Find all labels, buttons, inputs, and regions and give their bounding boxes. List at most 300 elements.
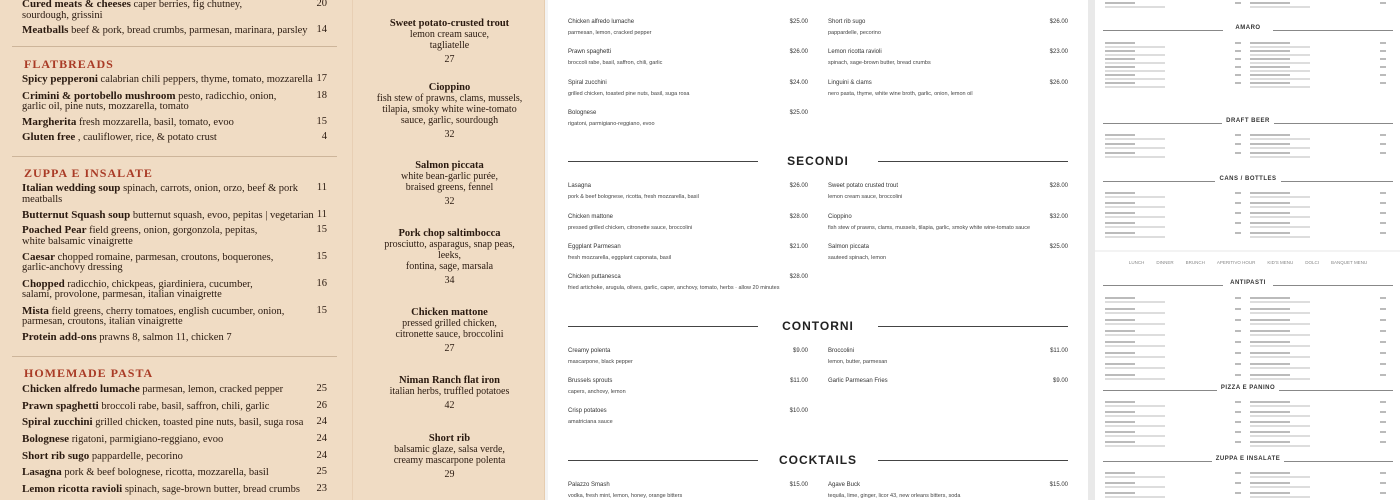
item-name: Broccolini <box>828 348 855 354</box>
placeholder-text-line <box>1105 476 1165 478</box>
placeholder-text-line <box>1250 341 1290 343</box>
placeholder-text-line <box>1235 297 1241 299</box>
placeholder-text-line <box>1380 421 1386 423</box>
menu-item <box>22 262 327 274</box>
placeholder-text-line <box>1105 42 1135 44</box>
item-description: capers, anchovy, lemon <box>568 389 626 395</box>
placeholder-text-line <box>1250 78 1310 80</box>
item-description-line: leeks, <box>437 250 462 261</box>
item-price: $25.00 <box>789 19 808 25</box>
item-description: meatballs <box>22 194 63 205</box>
section-title <box>1103 280 1393 286</box>
section-title <box>568 319 1068 333</box>
item-description: caper berries, fig chutney, <box>133 0 243 10</box>
placeholder-text-line <box>1105 192 1135 194</box>
placeholder-text-line <box>1250 202 1290 204</box>
placeholder-text-line <box>1235 441 1241 443</box>
item-name: Spiral zucchini <box>568 80 607 86</box>
item-description-line: lemon cream sauce, <box>409 29 490 40</box>
item-description-line: creamy mascarpone polenta <box>393 455 506 466</box>
item-name: Agave Buck <box>828 482 861 488</box>
placeholder-text-line <box>1250 405 1310 407</box>
placeholder-text-line <box>1235 222 1241 224</box>
item-name: Poached Pear <box>22 224 87 236</box>
menu-item-name <box>568 243 808 251</box>
placeholder-text-line <box>1250 378 1310 380</box>
item-description: mascarpone, black pepper <box>568 359 633 365</box>
placeholder-text-line <box>1105 472 1135 474</box>
menu-item <box>22 483 327 496</box>
item-price: $25.00 <box>1049 244 1068 250</box>
section-title <box>568 154 1068 168</box>
item-price: 24 <box>316 433 327 444</box>
item-price: 24 <box>316 450 327 461</box>
menu-item-name <box>568 213 808 221</box>
item-price: $24.00 <box>789 80 808 86</box>
menu-item <box>353 307 545 354</box>
item-name: Chicken puttanesca <box>568 274 621 280</box>
menu-item <box>22 73 327 86</box>
placeholder-text-line <box>1235 363 1241 365</box>
nav-link[interactable]: BANQUET MENU <box>1331 260 1368 265</box>
item-name: Cioppino <box>828 214 852 220</box>
item-name: Bolognese <box>568 110 597 116</box>
item-price: 18 <box>316 90 327 101</box>
item-description: parmesan, lemon, cracked pepper <box>568 30 652 36</box>
placeholder-text-line <box>1380 374 1386 376</box>
placeholder-text-line <box>1250 232 1290 234</box>
section-title-text: DRAFT BEER <box>1222 118 1274 124</box>
menu-item-name <box>828 48 1068 56</box>
item-description: grilled chicken, toasted pine nuts, basil, suga rosa <box>95 417 304 428</box>
placeholder-text-line <box>1235 374 1241 376</box>
placeholder-text-line <box>1235 319 1241 321</box>
menu-item-name <box>568 48 808 56</box>
placeholder-text-line <box>1250 319 1290 321</box>
category-nav <box>1103 258 1393 268</box>
item-price: 17 <box>316 73 327 84</box>
menu-item <box>22 101 327 113</box>
placeholder-text-line <box>1105 212 1135 214</box>
placeholder-text-line <box>1105 216 1165 218</box>
placeholder-text-line <box>1105 143 1135 145</box>
item-price: $26.00 <box>789 49 808 55</box>
placeholder-text-line <box>1105 222 1135 224</box>
placeholder-text-line <box>1105 138 1165 140</box>
placeholder-text-line <box>1380 308 1386 310</box>
divider <box>12 46 337 47</box>
placeholder-text-line <box>1105 411 1135 413</box>
placeholder-text-line <box>1105 196 1165 198</box>
item-name: Short rib <box>428 433 471 444</box>
item-description: fresh mozzarella, basil, tomato, evoo <box>79 117 234 128</box>
item-description: pork & beef bolognese, ricotta, mozzarella, basil <box>64 467 269 478</box>
placeholder-text-line <box>1105 367 1165 369</box>
placeholder-text-line <box>1250 330 1290 332</box>
item-description: sauteed spinach, lemon <box>828 255 887 261</box>
item-name: Lemon ricotta ravioli <box>22 483 123 495</box>
placeholder-text-line <box>1250 312 1310 314</box>
item-name: Salmon piccata <box>415 160 484 171</box>
placeholder-text-line <box>1105 147 1165 149</box>
placeholder-text-line <box>1250 482 1290 484</box>
item-description: parmesan, croutons, italian vinaigrette <box>22 316 183 327</box>
item-price: 42 <box>444 400 455 411</box>
placeholder-text-line <box>1105 323 1165 325</box>
section-title-text: CANS / BOTTLES <box>1215 176 1280 182</box>
item-description: rigatoni, parmigiano-reggiano, evoo <box>71 434 224 445</box>
item-description: pork & beef bolognese, ricotta, fresh mozzarella, basil <box>568 194 699 200</box>
zuppa-insalate-header <box>1103 456 1393 466</box>
placeholder-text-line <box>1380 401 1386 403</box>
placeholder-text-line <box>1380 42 1386 44</box>
placeholder-text-line <box>1380 143 1386 145</box>
item-name: Chicken alfredo lumache <box>22 383 140 395</box>
item-name: Mista <box>22 305 49 317</box>
draft-beer-header <box>1103 118 1393 128</box>
placeholder-text-line <box>1250 62 1310 64</box>
item-description: spinach, carrots, onion, orzo, beef & pork <box>123 183 299 194</box>
item-price: 15 <box>316 251 327 262</box>
item-price: $28.00 <box>789 274 808 280</box>
item-description: garlic-anchovy dressing <box>22 262 123 273</box>
placeholder-text-line <box>1380 66 1386 68</box>
placeholder-text-line <box>1235 58 1241 60</box>
section-title-text: PIZZA E PANINO <box>1217 385 1279 391</box>
placeholder-text-line <box>1250 46 1310 48</box>
placeholder-text-line <box>1105 206 1165 208</box>
menu-item-name <box>828 213 1068 221</box>
placeholder-text-line <box>1105 319 1135 321</box>
placeholder-text-line <box>1250 70 1310 72</box>
nav-link[interactable]: KID'S MENU <box>1267 260 1294 265</box>
item-price: $15.00 <box>1049 482 1068 488</box>
item-description-line: tagliatelle <box>429 40 470 51</box>
placeholder-text-line <box>1105 482 1135 484</box>
placeholder-text-line <box>1250 74 1290 76</box>
placeholder-text-line <box>1105 345 1165 347</box>
item-price: 34 <box>444 275 455 286</box>
item-name: Lemon ricotta ravioli <box>828 49 882 55</box>
placeholder-text-line <box>1380 82 1386 84</box>
placeholder-text-line <box>1105 415 1165 417</box>
item-description: fresh mozzarella, eggplant caponata, basil <box>568 255 672 261</box>
nav-link[interactable]: LUNCH <box>1128 260 1145 265</box>
placeholder-text-line <box>1235 341 1241 343</box>
placeholder-text-line <box>1250 192 1290 194</box>
placeholder-text-line <box>1250 496 1310 498</box>
item-description: field greens, cherry tomatoes, english cucumber, onion, <box>51 306 285 317</box>
item-description: amatriciana sauce <box>568 419 613 425</box>
menu-item <box>353 18 545 65</box>
menu-item-name <box>828 79 1068 87</box>
item-price: $9.00 <box>1052 378 1068 384</box>
placeholder-text-line <box>1380 58 1386 60</box>
placeholder-text-line <box>1250 297 1290 299</box>
menu-item <box>353 375 545 411</box>
printed-menu-right-column <box>352 0 545 500</box>
item-name: Caesar <box>22 251 55 263</box>
menu-item <box>22 209 327 222</box>
placeholder-text-line <box>1105 58 1135 60</box>
section-title-text: AMARO <box>1231 25 1264 31</box>
placeholder-text-line <box>1235 202 1241 204</box>
section-title-text: ANTIPASTI <box>1226 280 1270 286</box>
menu-item <box>353 82 545 140</box>
placeholder-text-line <box>1105 308 1135 310</box>
menu-item-name <box>828 18 1068 26</box>
secondi-header <box>568 154 1068 168</box>
placeholder-text-line <box>1250 54 1310 56</box>
section-title: ZUPPA E INSALATE <box>24 166 153 180</box>
placeholder-text-line <box>1250 147 1310 149</box>
item-price: $28.00 <box>1049 183 1068 189</box>
placeholder-text-line <box>1235 482 1241 484</box>
item-price: $21.00 <box>789 244 808 250</box>
placeholder-text-line <box>1105 54 1165 56</box>
placeholder-text-line <box>1105 6 1165 8</box>
divider <box>12 356 337 357</box>
placeholder-text-line <box>1380 192 1386 194</box>
menu-item <box>22 131 327 144</box>
placeholder-text-line <box>1250 425 1310 427</box>
item-description: fish stew of prawns, clams, mussels, tilapia, garlic, smoky white wine-tomato sauce <box>828 225 1031 231</box>
item-price: 14 <box>316 24 327 35</box>
item-price: 20 <box>316 0 327 9</box>
menu-item-name <box>568 79 808 87</box>
placeholder-text-line <box>1380 441 1386 443</box>
item-description: nero pasta, thyme, white wine broth, garlic, onion, lemon oil <box>828 91 973 97</box>
placeholder-text-line <box>1105 425 1165 427</box>
placeholder-text-line <box>1235 152 1241 154</box>
menu-item-name <box>828 347 1068 355</box>
placeholder-text-line <box>1235 66 1241 68</box>
placeholder-text-line <box>1235 212 1241 214</box>
placeholder-text-line <box>1380 411 1386 413</box>
placeholder-text-line <box>1250 42 1290 44</box>
item-name: Palazzo Smash <box>568 482 610 488</box>
placeholder-text-line <box>1250 58 1290 60</box>
item-description: pappardelle, pecorino <box>828 30 881 36</box>
placeholder-text-line <box>1105 441 1135 443</box>
placeholder-text-line <box>1380 363 1386 365</box>
menu-item <box>353 228 545 286</box>
placeholder-text-line <box>1105 74 1135 76</box>
menu-item-name <box>568 182 808 190</box>
placeholder-text-line <box>1250 6 1310 8</box>
placeholder-text-line <box>1250 86 1310 88</box>
placeholder-text-line <box>1105 50 1135 52</box>
item-description: fried artichoke, arugula, olives, garlic, caper, anchovy, tomato, herbs · allow 20 minutes <box>568 285 780 291</box>
placeholder-text-line <box>1250 441 1290 443</box>
placeholder-text-line <box>1235 143 1241 145</box>
section-title <box>1103 385 1393 391</box>
item-description-line: prosciutto, asparagus, snap peas, <box>384 239 515 250</box>
item-name: Crimini & portobello mushroom <box>22 90 176 102</box>
item-price: 24 <box>316 416 327 427</box>
nav-link[interactable]: DOLCI <box>1305 260 1320 265</box>
placeholder-text-line <box>1235 352 1241 354</box>
item-description: parmesan, lemon, cracked pepper <box>142 384 284 395</box>
menu-item <box>22 24 327 37</box>
placeholder-text-line <box>1250 134 1290 136</box>
menu-item-name <box>568 273 808 281</box>
section-title <box>568 453 1068 467</box>
item-name: Lasagna <box>22 466 62 478</box>
placeholder-text-line <box>1380 222 1386 224</box>
item-price: 16 <box>316 278 327 289</box>
item-description-line: balsamic glaze, salsa verde, <box>394 444 505 455</box>
placeholder-text-line <box>1250 152 1290 154</box>
item-description: beef & pork, bread crumbs, parmesan, marinara, parsley <box>71 25 308 36</box>
placeholder-text-line <box>1250 212 1290 214</box>
placeholder-text-line <box>1105 236 1165 238</box>
item-price: 25 <box>316 383 327 394</box>
menu-item <box>22 383 327 396</box>
placeholder-text-line <box>1105 62 1165 64</box>
placeholder-text-line <box>1380 482 1386 484</box>
placeholder-text-line <box>1250 363 1290 365</box>
item-name: Protein add-ons <box>22 331 97 343</box>
menu-item <box>22 116 327 129</box>
nav-link[interactable]: APERITIVO HOUR <box>1216 260 1256 265</box>
placeholder-text-line <box>1250 334 1310 336</box>
placeholder-text-line <box>1105 334 1165 336</box>
item-price: 26 <box>316 400 327 411</box>
placeholder-text-line <box>1105 445 1165 447</box>
item-description: lemon, butter, parmesan <box>828 359 888 365</box>
placeholder-text-line <box>1250 401 1290 403</box>
placeholder-text-line <box>1380 134 1386 136</box>
placeholder-text-line <box>1250 356 1310 358</box>
lunch-menu-panel <box>1095 252 1400 500</box>
item-name: Crisp potatoes <box>568 408 607 414</box>
item-description: pressed grilled chicken, citronette sauce, broccolini <box>568 225 693 231</box>
placeholder-text-line <box>1380 297 1386 299</box>
placeholder-text-line <box>1235 472 1241 474</box>
placeholder-text-line <box>1380 2 1386 4</box>
item-name: Chicken mattone <box>411 307 488 318</box>
placeholder-text-line <box>1105 152 1135 154</box>
placeholder-text-line <box>1105 156 1165 158</box>
item-description: , cauliflower, rice, & potato crust <box>77 132 217 143</box>
item-name: Bolognese <box>22 433 70 445</box>
menu-item-name <box>568 481 808 489</box>
item-price: $10.00 <box>789 408 808 414</box>
menu-item-name <box>568 18 808 26</box>
placeholder-text-line <box>1250 374 1290 376</box>
item-price: 32 <box>444 196 455 207</box>
placeholder-text-line <box>1250 411 1290 413</box>
menu-item-name <box>568 347 808 355</box>
item-price: $11.00 <box>790 378 808 384</box>
placeholder-text-line <box>1250 421 1290 423</box>
nav-link[interactable]: BRUNCH <box>1185 260 1205 265</box>
placeholder-text-line <box>1105 78 1165 80</box>
item-price: $26.00 <box>789 183 808 189</box>
item-name: Chicken mattone <box>568 214 614 220</box>
placeholder-text-line <box>1105 435 1165 437</box>
item-name: Cured meats & cheeses <box>22 0 131 10</box>
placeholder-text-line <box>1250 323 1310 325</box>
placeholder-text-line <box>1105 202 1135 204</box>
printed-menu-left-column <box>0 0 345 500</box>
placeholder-text-line <box>1105 352 1135 354</box>
item-price: $26.00 <box>1049 80 1068 86</box>
cans-bottles-header <box>1103 176 1393 186</box>
item-description: salami, provolone, parmesan, italian vinaigrette <box>22 289 222 300</box>
item-description-line: citronette sauce, broccolini <box>395 329 504 340</box>
placeholder-text-line <box>1380 50 1386 52</box>
item-name: Spicy pepperoni <box>22 73 98 85</box>
placeholder-text-line <box>1250 222 1290 224</box>
menu-item-name <box>568 109 808 117</box>
menu-item <box>22 236 327 248</box>
item-price: $23.00 <box>1049 49 1068 55</box>
placeholder-text-line <box>1105 341 1135 343</box>
placeholder-text-line <box>1250 50 1290 52</box>
menu-item <box>22 289 327 301</box>
item-price: 29 <box>444 469 455 480</box>
placeholder-text-line <box>1105 378 1165 380</box>
item-price: 27 <box>444 343 455 354</box>
menu-item <box>22 400 327 413</box>
item-description-line: braised greens, fennel <box>405 182 494 193</box>
placeholder-text-line <box>1250 492 1290 494</box>
section-title <box>1103 118 1393 124</box>
item-name: Cioppino <box>428 82 471 93</box>
item-description-line: white bean-garlic purée, <box>401 171 498 182</box>
placeholder-text-line <box>1380 319 1386 321</box>
item-description: radicchio, chickpeas, giardiniera, cucumber, <box>67 279 253 290</box>
item-name: Italian wedding soup <box>22 182 121 194</box>
placeholder-text-line <box>1235 134 1241 136</box>
placeholder-text-line <box>1380 152 1386 154</box>
menu-item-name <box>828 481 1068 489</box>
placeholder-text-line <box>1105 486 1165 488</box>
menu-item <box>22 10 327 22</box>
item-name: Meatballs <box>22 24 69 36</box>
item-description: vodka, fresh mint, lemon, honey, orange bitters <box>568 493 683 499</box>
placeholder-text-line <box>1105 2 1135 4</box>
placeholder-text-line <box>1235 42 1241 44</box>
nav-link[interactable]: DINNER <box>1156 260 1174 265</box>
section-title-text: ZUPPA E INSALATE <box>1212 456 1285 462</box>
placeholder-text-line <box>1235 308 1241 310</box>
placeholder-text-line <box>1250 476 1310 478</box>
item-description: white balsamic vinaigrette <box>22 236 133 247</box>
placeholder-text-line <box>1250 486 1310 488</box>
placeholder-text-line <box>1105 431 1135 433</box>
web-menu-page <box>548 0 1088 500</box>
placeholder-text-line <box>1235 232 1241 234</box>
placeholder-text-line <box>1105 421 1135 423</box>
placeholder-text-line <box>1105 66 1135 68</box>
item-name: Garlic Parmesan Fries <box>828 378 888 384</box>
item-price: $26.00 <box>1049 19 1068 25</box>
menu-item-name <box>568 377 808 385</box>
placeholder-text-line <box>1235 192 1241 194</box>
menu-item <box>22 416 327 429</box>
placeholder-text-line <box>1250 206 1310 208</box>
item-name: Pork chop saltimbocca <box>398 228 501 239</box>
placeholder-text-line <box>1380 202 1386 204</box>
item-name: Spiral zucchini <box>22 416 93 428</box>
placeholder-text-line <box>1250 367 1310 369</box>
item-description-line: fish stew of prawns, clams, mussels, <box>376 93 523 104</box>
divider <box>12 156 337 157</box>
placeholder-text-line <box>1235 2 1241 4</box>
